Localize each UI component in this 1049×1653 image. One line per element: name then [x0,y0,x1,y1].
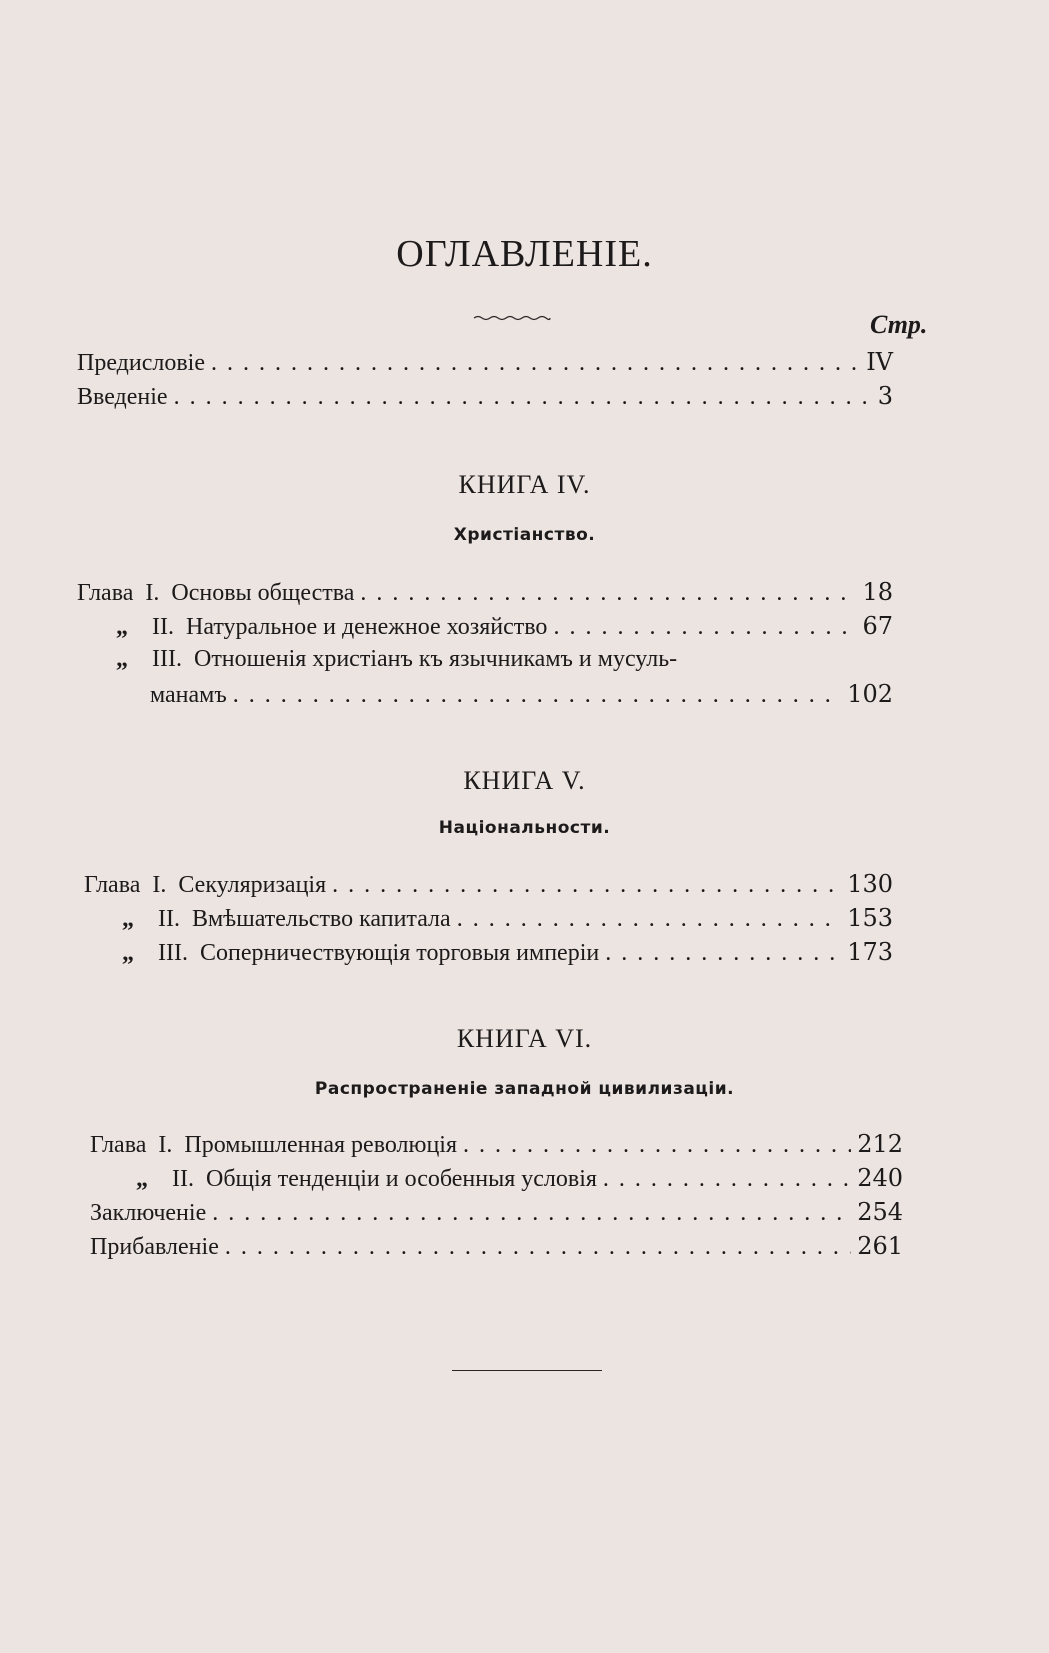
chapter-numeral: III. [152,646,182,672]
toc-entry-page: 240 [857,1164,903,1192]
chapter-title-continued: манамъ [150,682,227,708]
ditto-mark: „ [136,1166,148,1192]
chapter-title: Отношенія христіанъ къ язычникамъ и мусуль- [193,646,678,672]
chapter-heading [122,906,451,933]
chapter-heading [90,1132,457,1159]
toc-chapter [84,870,893,899]
ditto-mark: „ [116,614,128,640]
chapter-heading [116,614,547,641]
chapter-numeral: I. [145,580,160,606]
toc-entry-page: 18 [862,578,893,606]
chapter-title: Вмѣшательство капитала [191,906,451,932]
toc-entry-page: IV [866,348,893,376]
toc-entry-label: Заключеніе [90,1200,207,1226]
toc-chapter [136,1164,903,1193]
toc-entry-appendix [90,1232,903,1261]
leader-dots [211,350,860,377]
leader-dots [603,1166,851,1193]
chapter-numeral: II. [172,1166,194,1192]
chapter-heading [136,1166,597,1193]
toc-entry-label: Прибавленіе [90,1234,219,1260]
leader-dots [457,906,842,933]
leader-dots [605,940,841,967]
toc-entry-page: 3 [877,382,893,410]
chapter-title: Промышленная революція [184,1132,458,1158]
chapter-title: Общія тенденціи и особенныя условія [205,1166,597,1192]
toc-entry-label: Предисловіе [77,350,206,376]
toc-chapter-continuation [150,680,893,709]
book-subtitle: Христіанство. [453,525,596,545]
chapter-heading [77,580,354,607]
leader-dots [553,614,856,641]
toc-chapter [122,938,893,967]
book-subtitle: Распространеніе западной цивилизаціи. [314,1079,735,1099]
book-heading: КНИГА IV. [458,470,591,499]
toc-entry-page: 130 [847,870,893,898]
book-subtitle: Національности. [438,818,611,838]
toc-chapter [116,612,893,641]
chapter-heading [116,646,677,673]
toc-entry-page: 173 [847,938,893,966]
toc-entry-page: 261 [857,1232,903,1260]
chapter-title: Соперничествующія торговыя имперіи [199,940,600,966]
chapter-numeral: III. [158,940,188,966]
chapter-numeral: I. [152,872,167,898]
toc-entry-page: 254 [857,1198,903,1226]
toc-entry-page: 153 [847,904,893,932]
chapter-title: Секуляризація [178,872,327,898]
chapter-numeral: II. [152,614,174,640]
toc-chapter [90,1130,903,1159]
leader-dots [233,682,841,709]
toc-chapter [77,578,893,607]
book-heading: КНИГА VI. [456,1024,593,1053]
toc-entry-conclusion [90,1198,903,1227]
toc-chapter [116,646,893,673]
chapter-numeral: II. [158,906,180,932]
chapter-title: Натуральное и денежное хозяйство [185,614,548,640]
leader-dots [212,1200,851,1227]
chapter-numeral: I. [158,1132,173,1158]
book-heading: КНИГА V. [463,766,586,795]
toc-entry-introduction [77,382,893,411]
toc-entry-label: Введеніе [77,384,168,410]
chapter-heading [122,940,599,967]
toc-entry-preface [77,348,893,377]
page-title: ОГЛАВЛЕНІЕ. [396,233,653,275]
chapter-prefix: Глава [90,1132,147,1158]
page-column-label: Стр. [870,310,928,339]
leader-dots [174,384,872,411]
chapter-prefix: Глава [84,872,141,898]
leader-dots [360,580,856,607]
leader-dots [225,1234,851,1261]
toc-chapter [122,904,893,933]
chapter-heading [84,872,326,899]
ditto-mark: „ [122,940,134,966]
ditto-mark: „ [116,646,128,672]
closing-rule [452,1370,602,1371]
leader-dots [463,1132,851,1159]
chapter-title: Основы общества [171,580,355,606]
ditto-mark: „ [122,906,134,932]
leader-dots [332,872,841,899]
toc-entry-page: 67 [862,612,893,640]
toc-entry-page: 212 [857,1130,903,1158]
chapter-prefix: Глава [77,580,134,606]
title-ornament [472,314,552,322]
toc-entry-page: 102 [847,680,893,708]
